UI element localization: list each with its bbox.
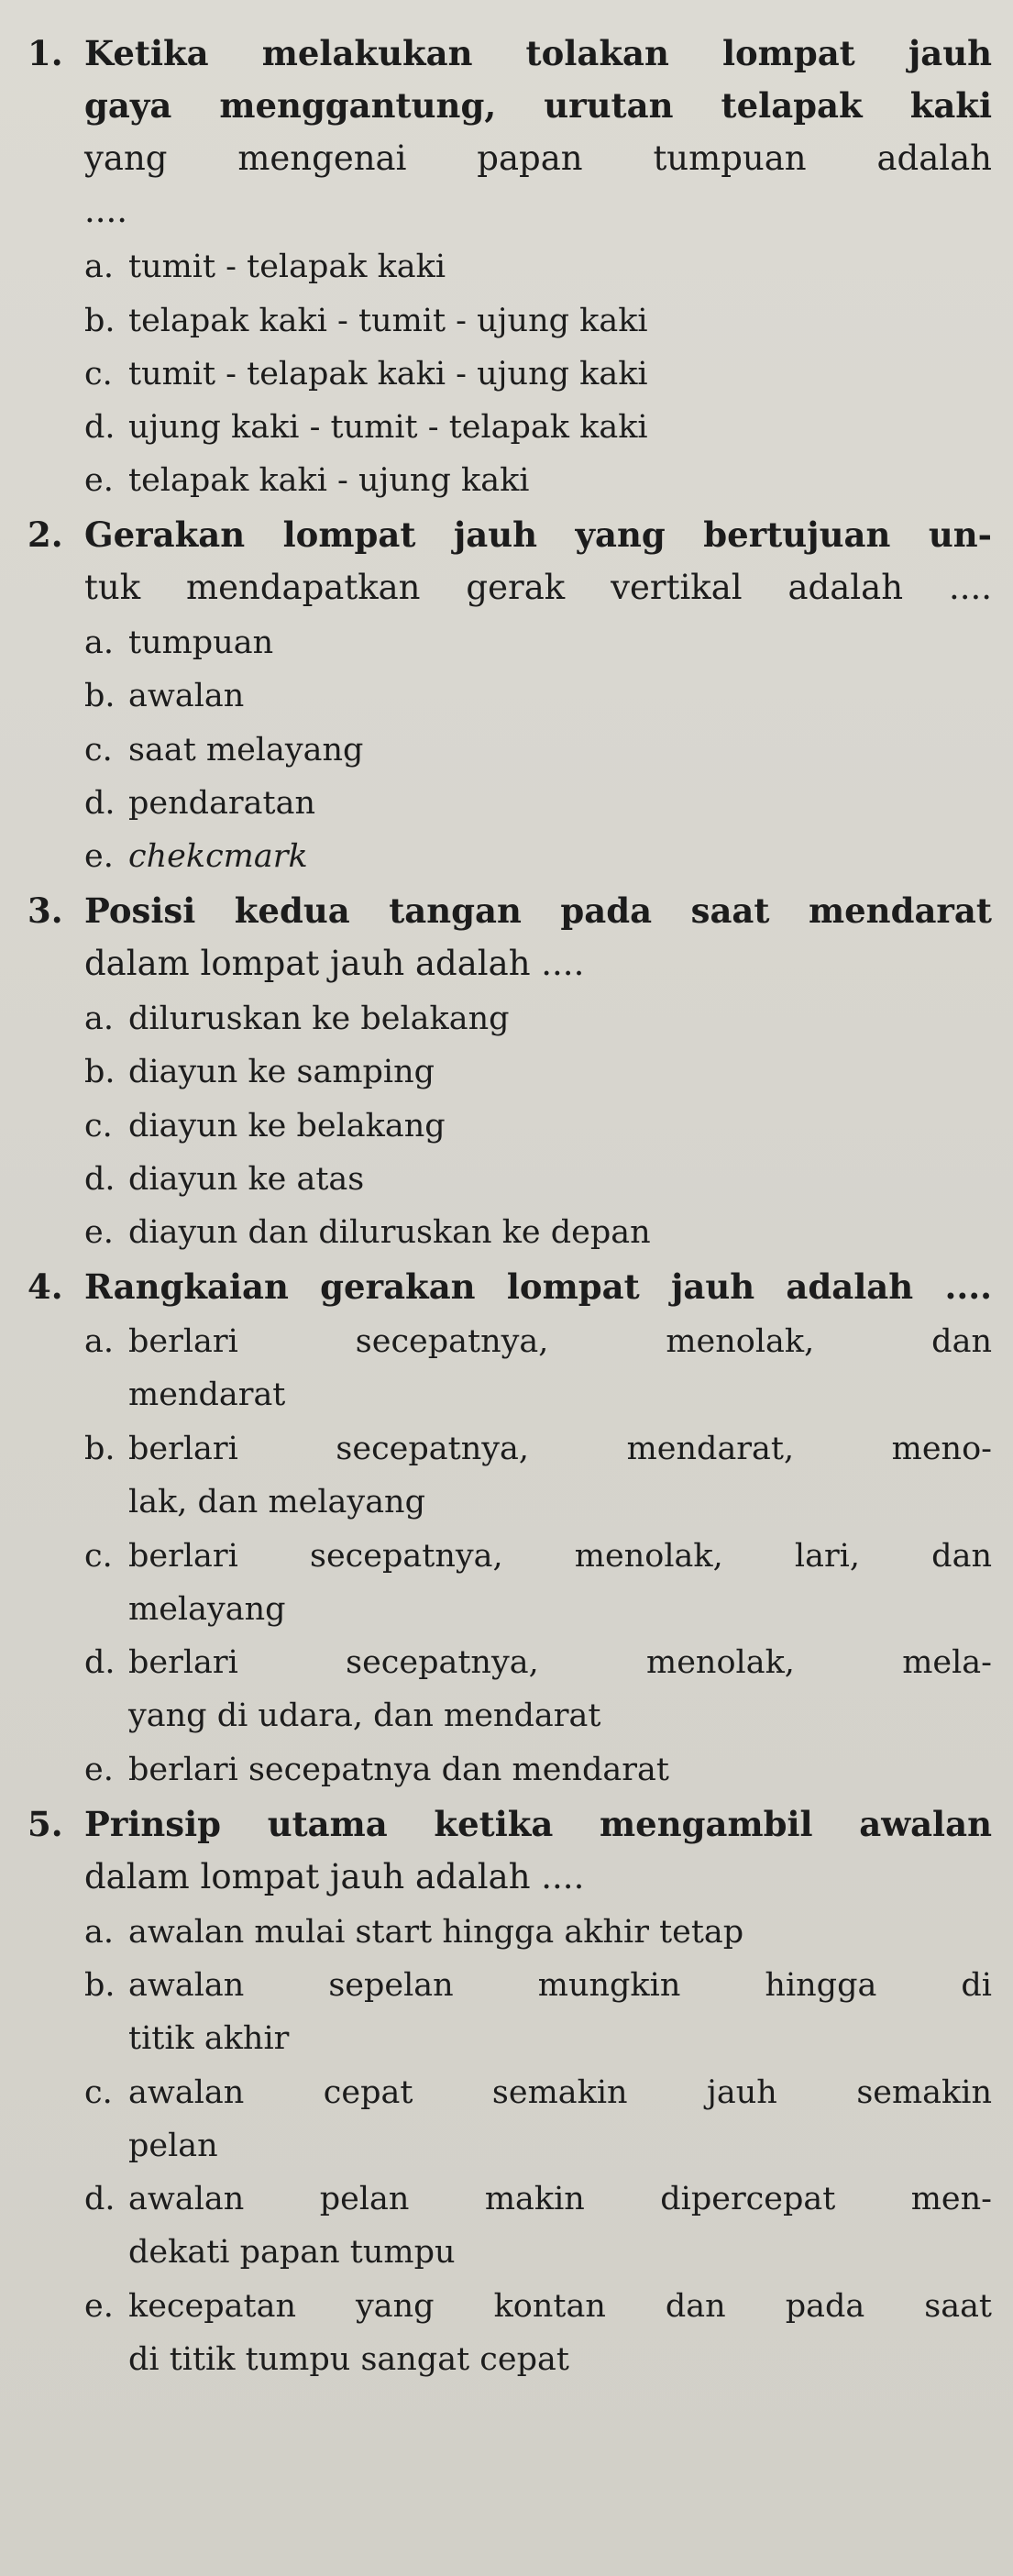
option-line: berlari secepatnya, menolak, dan bbox=[128, 1323, 992, 1360]
option-text bbox=[128, 2280, 992, 2386]
option-text bbox=[128, 2066, 992, 2172]
option-letter: c. bbox=[84, 732, 113, 768]
option-c[interactable] bbox=[84, 348, 992, 401]
question-text bbox=[84, 885, 992, 989]
option-a[interactable] bbox=[84, 1315, 992, 1421]
question-text-line: Prinsip utama ketika mengambil awalan bbox=[84, 1804, 992, 1844]
option-letter: c. bbox=[84, 1538, 113, 1575]
option-letter: c. bbox=[84, 1108, 113, 1144]
option-line: berlari secepatnya, menolak, lari, dan bbox=[128, 1538, 992, 1575]
option-text: pendaratan bbox=[128, 785, 316, 822]
option-letter: a. bbox=[84, 1323, 114, 1360]
option-e[interactable] bbox=[84, 1206, 992, 1259]
option-letter: b. bbox=[84, 1967, 116, 2004]
question-text bbox=[84, 509, 992, 614]
question-text-line: dalam lompat jauh adalah .... bbox=[84, 1857, 585, 1896]
option-line: awalan sepelan mungkin hingga di bbox=[128, 1967, 992, 2004]
option-letter: e. bbox=[84, 1214, 114, 1251]
option-letter: c. bbox=[84, 2074, 113, 2111]
option-text: diayun ke belakang bbox=[128, 1108, 446, 1144]
option-a[interactable] bbox=[84, 1906, 992, 1959]
option-letter: e. bbox=[84, 1752, 114, 1788]
option-text: chekcmark bbox=[128, 838, 308, 875]
option-text: diayun ke samping bbox=[128, 1054, 435, 1090]
option-c[interactable] bbox=[84, 724, 992, 777]
option-letter: d. bbox=[84, 409, 116, 446]
question-text-line: yang mengenai papan tumpuan adalah bbox=[84, 138, 992, 178]
option-line: mendarat bbox=[128, 1376, 286, 1413]
question-number: 3. bbox=[28, 890, 63, 931]
option-d[interactable] bbox=[84, 2172, 992, 2279]
option-a[interactable] bbox=[84, 240, 992, 293]
option-c[interactable] bbox=[84, 2066, 992, 2172]
option-text: tumpuan bbox=[128, 625, 274, 661]
option-letter: a. bbox=[84, 625, 114, 661]
question-text-line: tuk mendapatkan gerak vertikal adalah .... bbox=[84, 568, 992, 607]
option-text bbox=[128, 1959, 992, 2065]
option-b[interactable] bbox=[84, 1959, 992, 2065]
question-text-line: dalam lompat jauh adalah .... bbox=[84, 944, 585, 983]
option-text: diayun ke atas bbox=[128, 1161, 365, 1198]
option-text: diayun dan diluruskan ke depan bbox=[128, 1214, 651, 1251]
option-d[interactable] bbox=[84, 1636, 992, 1742]
option-letter: d. bbox=[84, 2181, 116, 2217]
option-text bbox=[128, 2172, 992, 2279]
option-text: berlari secepatnya dan mendarat bbox=[128, 1752, 669, 1788]
option-line: berlari secepatnya, mendarat, meno- bbox=[128, 1431, 992, 1467]
option-b[interactable] bbox=[84, 1045, 992, 1099]
question-text bbox=[84, 1261, 992, 1313]
option-letter: d. bbox=[84, 1644, 116, 1681]
option-text bbox=[128, 1315, 992, 1421]
question-number: 1. bbox=[28, 33, 63, 73]
option-e[interactable] bbox=[84, 454, 992, 507]
option-line: awalan pelan makin dipercepat men- bbox=[128, 2181, 992, 2217]
option-a[interactable] bbox=[84, 616, 992, 669]
option-letter: b. bbox=[84, 678, 116, 714]
option-letter: d. bbox=[84, 1161, 116, 1198]
option-line: yang di udara, dan mendarat bbox=[128, 1697, 601, 1734]
question-text-line: gaya menggantung, urutan telapak kaki bbox=[84, 85, 992, 126]
option-e[interactable] bbox=[84, 1743, 992, 1797]
option-text: saat melayang bbox=[128, 732, 364, 768]
option-letter: a. bbox=[84, 249, 114, 285]
question-number: 5. bbox=[28, 1804, 63, 1844]
option-d[interactable] bbox=[84, 777, 992, 830]
option-letter: b. bbox=[84, 303, 116, 339]
option-letter: a. bbox=[84, 1914, 114, 1951]
option-line: dekati papan tumpu bbox=[128, 2234, 456, 2271]
option-text bbox=[128, 1530, 992, 1636]
option-line: pelan bbox=[128, 2128, 218, 2164]
option-line: titik akhir bbox=[128, 2020, 290, 2057]
option-c[interactable] bbox=[84, 1530, 992, 1636]
question-text-line: Rangkaian gerakan lompat jauh adalah .... bbox=[84, 1266, 992, 1307]
option-b[interactable] bbox=[84, 294, 992, 348]
option-d[interactable] bbox=[84, 401, 992, 454]
option-line: lak, dan melayang bbox=[128, 1484, 426, 1520]
option-d[interactable] bbox=[84, 1153, 992, 1206]
option-text: ujung kaki - tumit - telapak kaki bbox=[128, 409, 648, 446]
option-text: telapak kaki - tumit - ujung kaki bbox=[128, 303, 648, 339]
option-text bbox=[128, 1636, 992, 1742]
option-line: di titik tumpu sangat cepat bbox=[128, 2341, 569, 2378]
option-text: tumit - telapak kaki - ujung kaki bbox=[128, 356, 648, 392]
option-letter: a. bbox=[84, 1001, 114, 1037]
option-text: awalan bbox=[128, 678, 245, 714]
option-letter: e. bbox=[84, 838, 114, 875]
option-text bbox=[128, 1422, 992, 1529]
question-text-line: Posisi kedua tangan pada saat mendarat bbox=[84, 890, 992, 931]
question-text-line: Ketika melakukan tolakan lompat jauh bbox=[84, 33, 992, 73]
question-text-line: Gerakan lompat jauh yang bertujuan un- bbox=[84, 514, 992, 555]
option-text: telapak kaki - ujung kaki bbox=[128, 462, 530, 499]
option-letter: d. bbox=[84, 785, 116, 822]
option-letter: b. bbox=[84, 1054, 116, 1090]
question-text bbox=[84, 1798, 992, 1903]
option-a[interactable] bbox=[84, 992, 992, 1045]
question-text bbox=[84, 28, 992, 237]
option-letter: b. bbox=[84, 1431, 116, 1467]
option-text: awalan mulai start hingga akhir tetap bbox=[128, 1914, 744, 1951]
option-line: kecepatan yang kontan dan pada saat bbox=[128, 2288, 992, 2325]
question-number: 2. bbox=[28, 514, 63, 555]
option-b[interactable] bbox=[84, 669, 992, 723]
option-e[interactable] bbox=[84, 2280, 992, 2386]
option-text: diluruskan ke belakang bbox=[128, 1001, 510, 1037]
option-b[interactable] bbox=[84, 1422, 992, 1529]
option-line: melayang bbox=[128, 1591, 286, 1628]
option-letter: e. bbox=[84, 2288, 114, 2325]
option-text: tumit - telapak kaki bbox=[128, 249, 446, 285]
option-e[interactable] bbox=[84, 830, 992, 883]
option-letter: c. bbox=[84, 356, 113, 392]
question-number: 4. bbox=[28, 1266, 63, 1307]
option-line: awalan cepat semakin jauh semakin bbox=[128, 2074, 992, 2111]
option-line: berlari secepatnya, menolak, mela- bbox=[128, 1644, 992, 1681]
option-letter: e. bbox=[84, 462, 114, 499]
question-text-line: .... bbox=[84, 191, 128, 230]
option-c[interactable] bbox=[84, 1100, 992, 1153]
